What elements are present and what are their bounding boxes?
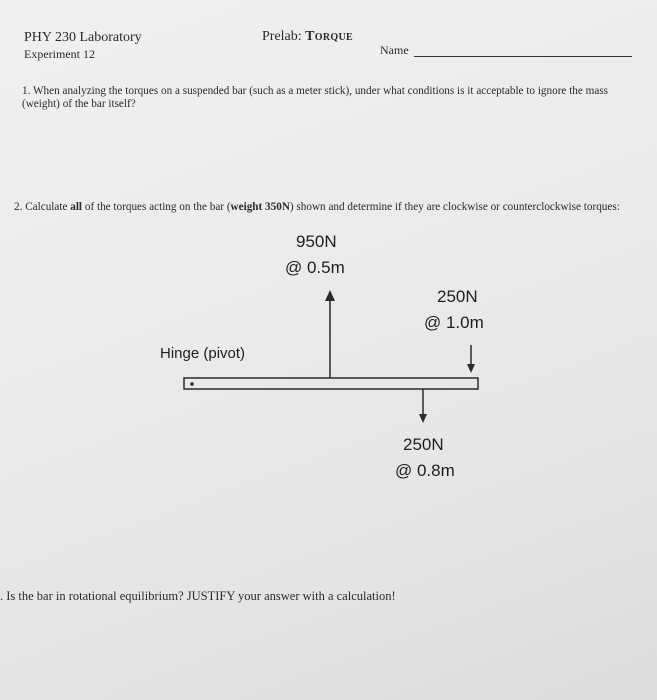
- q2-weight: weight 350N: [230, 201, 290, 213]
- force-2-magnitude: 250N: [437, 287, 478, 306]
- question-3: . Is the bar in rotational equilibrium? JUSTIFY your answer with a calculation!: [0, 589, 396, 603]
- arrow-up-icon: [325, 290, 335, 301]
- name-label: Name: [380, 43, 409, 57]
- force-2-position: @ 1.0m: [424, 313, 484, 332]
- prelab-topic: Torque: [305, 29, 353, 44]
- q2-end: ) shown and determine if they are clockwise or counterclockwise torques:: [289, 201, 620, 213]
- hinge-point-icon: [190, 382, 194, 386]
- q2-intro: 2. Calculate: [14, 201, 71, 213]
- course-title: PHY 230 Laboratory: [24, 30, 142, 45]
- arrow-down-icon: [467, 364, 475, 373]
- q2-mid: of the torques acting on the bar (: [82, 201, 231, 213]
- experiment-number: Experiment 12: [24, 47, 95, 61]
- hinge-label: Hinge (pivot): [160, 345, 246, 362]
- force-3-position: @ 0.8m: [395, 461, 455, 480]
- prelab-prefix: Prelab:: [262, 29, 306, 44]
- force-1-magnitude: 950N: [296, 232, 337, 251]
- question-1: 1. When analyzing the torques on a suspended bar (such as a meter stick), under what conditions is it acceptable to ignore the mass (weight) of the bar itself?: [22, 85, 609, 110]
- force-1-position: @ 0.5m: [285, 258, 345, 277]
- suspended-bar: [184, 378, 478, 389]
- arrow-down-icon: [419, 414, 427, 423]
- force-3-magnitude: 250N: [403, 435, 444, 454]
- q2-all: all: [70, 201, 83, 213]
